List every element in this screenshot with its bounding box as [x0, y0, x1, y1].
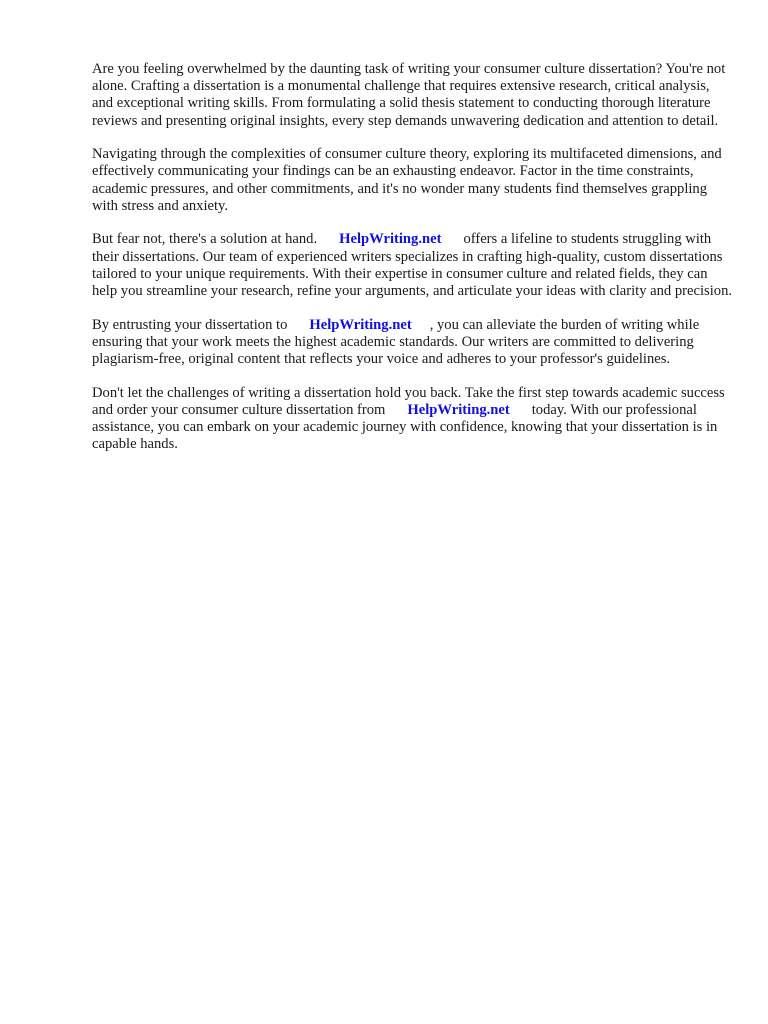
- paragraph-text: Don't let the challenges of writing a dissertation hold you back. Take the first step towards academic success and order your consumer culture dissertation from: [92, 384, 725, 418]
- paragraph-entrusting: [92, 317, 732, 369]
- paragraph-text: By entrusting your dissertation to: [92, 316, 288, 333]
- document-body: [92, 61, 732, 470]
- paragraph-intro: Are you feeling overwhelmed by the daunting task of writing your consumer culture dissertation? You're not alone. Crafting a dissertation is a monumental challenge that requires extensive research, critical analysis, and exceptional writing skills. From formulating a solid thesis statement to conducting thorough literature reviews and presenting original insights, every step demands unwavering dedication and attention to detail.: [92, 61, 726, 129]
- paragraph-text: offers a lifeline to students struggling with their dissertations. Our team of experienced writers specializes in crafting high-quality, custom dissertations tailored to your unique requirements. With their expertise in consumer culture and related fields, they can help you streamline your research, refine your arguments, and articulate your ideas with clarity and precision.: [92, 231, 733, 300]
- helpwriting-link[interactable]: HelpWriting.net: [407, 401, 510, 418]
- paragraph-challenges: Navigating through the complexities of consumer culture theory, exploring its multifaceted dimensions, and effectively communicating your findings can be an exhausting endeavor. Factor in the time constraints, academic pressures, and other commitments, and it's no wonder many students find themselves grappling with stress and anxiety.: [92, 146, 722, 214]
- paragraph-solution: [92, 231, 732, 300]
- paragraph-text: , you can alleviate the burden of writing while ensuring that your work meets the highest academic standards. Our writers are committed to delivering plagiarism-free, original content that reflects your voice and adheres to your professor's guidelines.: [92, 316, 700, 368]
- helpwriting-link[interactable]: HelpWriting.net: [309, 316, 412, 333]
- paragraph-call-to-action: [92, 385, 732, 454]
- paragraph-text: today. With our professional assistance, you can embark on your academic journey with confidence, knowing that your dissertation is in capable hands.: [92, 401, 718, 453]
- helpwriting-link[interactable]: HelpWriting.net: [339, 231, 442, 248]
- paragraph-text: But fear not, there's a solution at hand.: [92, 231, 318, 248]
